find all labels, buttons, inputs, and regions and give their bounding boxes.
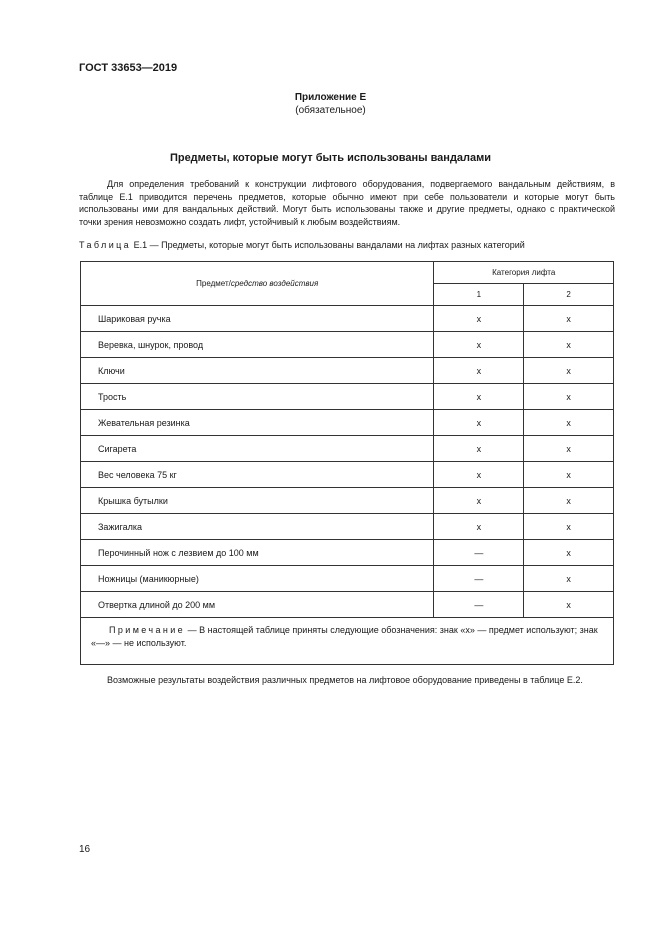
page-number: 16 [79,844,91,855]
table-cell-category-1: х [434,384,524,410]
table-cell-category-1: х [434,332,524,358]
table-cell-category-1: х [434,514,524,540]
table-row [81,592,614,618]
table-cell-category-1: х [434,462,524,488]
table-row [81,566,614,592]
table-cell-item: Крышка бутылки [81,488,434,514]
table-cell-category-1: х [434,436,524,462]
table-cell-item: Жевательная резинка [81,410,434,436]
table-row [81,358,614,384]
table-cell-item: Веревка, шнурок, провод [81,332,434,358]
table-row [81,410,614,436]
document-header: ГОСТ 33653—2019 [79,62,178,74]
table-row [81,436,614,462]
header-item-label-italic: средство воздействия [230,279,319,288]
table-header-row [81,262,614,284]
table-cell-category-2: х [524,488,614,514]
table-cell-category-1: х [434,488,524,514]
table-cell-item: Ножницы (маникюрные) [81,566,434,592]
table-row [81,462,614,488]
note-label: Примечание [109,625,186,635]
items-table [80,261,614,665]
header-item-column [81,262,434,306]
table-cell-category-2: х [524,566,614,592]
table-cell-item: Зажигалка [81,514,434,540]
table-caption-text: Е.1 — Предметы, которые могут быть использованы вандалами на лифтах разных категорий [131,240,525,250]
appendix-status: (обязательное) [295,105,366,116]
table-caption [79,240,525,250]
table-cell-item: Ключи [81,358,434,384]
table-cell-item: Вес человека 75 кг [81,462,434,488]
header-category-2: 2 [524,284,614,306]
table-row [81,384,614,410]
table-cell-item: Трость [81,384,434,410]
table-row [81,488,614,514]
section-title: Предметы, которые могут быть использованы вандалами [169,152,492,164]
table-cell-category-1: — [434,540,524,566]
table-cell-category-2: х [524,436,614,462]
table-cell-item: Отвертка длиной до 200 мм [81,592,434,618]
table-cell-category-2: х [524,306,614,332]
table-body [81,306,614,618]
table-cell-category-2: х [524,540,614,566]
closing-paragraph: Возможные результаты воздействия различных предметов на лифтовое оборудование приведены в таблице Е.2. [107,675,583,685]
table-cell-category-2: х [524,358,614,384]
header-category: Категория лифта [434,262,614,284]
header-item-label: Предмет/ [196,279,231,288]
table-cell-category-2: х [524,514,614,540]
table-cell-category-2: х [524,332,614,358]
table-row [81,306,614,332]
table-cell-category-1: х [434,410,524,436]
table-note-row [81,618,614,665]
table-cell-category-1: х [434,358,524,384]
intro-paragraph: Для определения требований к конструкции лифтового оборудования, подвергаемого вандальным действиям, в таблице Е.1 приводится перечень предметов, которые обычно имеют при себе пользователи и которые могут быть использованы ими для вандальных действий. Могут быть использованы также и другие предметы, однако с практической точки зрения невозможно создать лифт, устойчивый к любым воздействиям. [79,179,615,227]
table-cell-category-1: — [434,592,524,618]
appendix-title: Приложение Е [294,92,367,103]
table-row [81,514,614,540]
table-row [81,540,614,566]
table-cell-category-2: х [524,384,614,410]
table-row [81,332,614,358]
table-note [81,618,614,665]
table-cell-item: Сигарета [81,436,434,462]
table-cell-category-2: х [524,462,614,488]
table-cell-category-1: — [434,566,524,592]
table-cell-category-2: х [524,592,614,618]
table-cell-category-1: х [434,306,524,332]
header-category-1: 1 [434,284,524,306]
table-cell-category-2: х [524,410,614,436]
note-text: — В настоящей таблице приняты следующие обозначения: знак «х» — предмет используют; знак «—» — не используют. [91,625,598,648]
table-cell-item: Шариковая ручка [81,306,434,332]
table-caption-prefix: Таблица [79,240,132,250]
table-cell-item: Перочинный нож с лезвием до 100 мм [81,540,434,566]
